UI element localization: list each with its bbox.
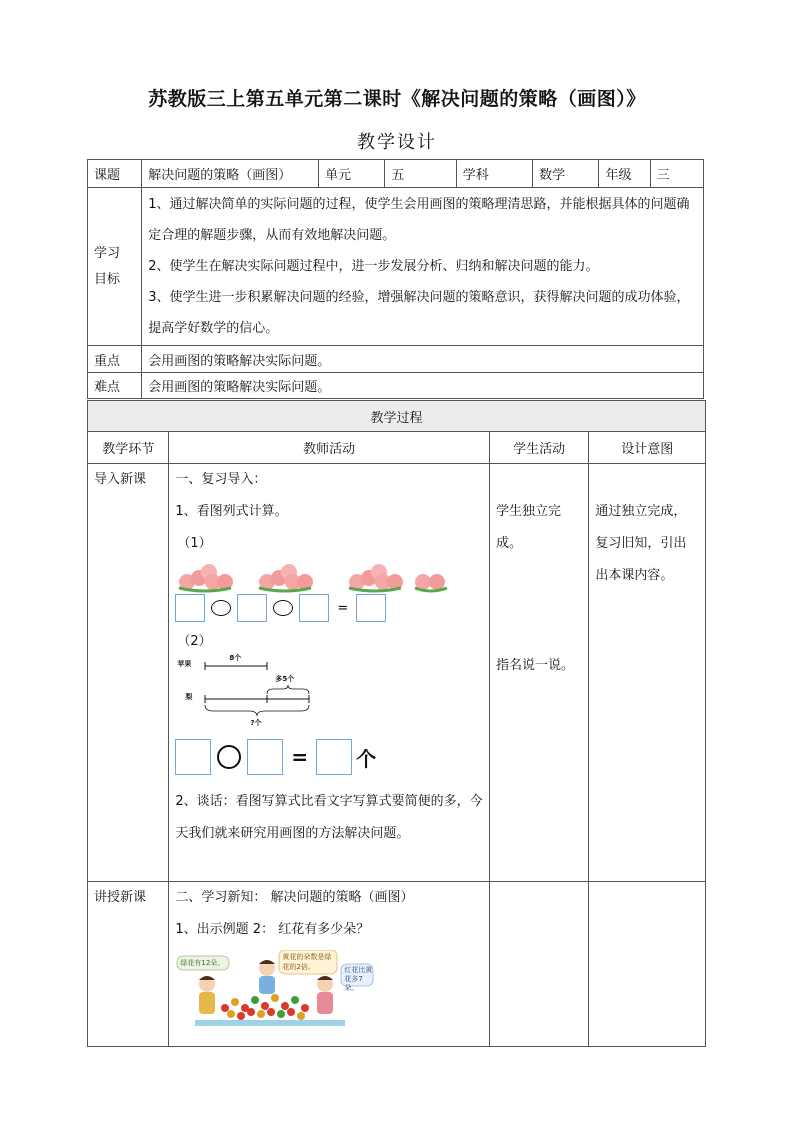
- peaches-image: [175, 560, 475, 594]
- difficulty-label: 难点: [88, 373, 142, 399]
- pear-label: 梨: [185, 693, 193, 701]
- answer-box[interactable]: [316, 739, 352, 775]
- peach-group-3: [349, 564, 403, 591]
- intro-talk: 2、谈话：看图写算式比看文字写算式要简便的多，今天我们就来研究用画图的方法解决问题。: [175, 794, 483, 841]
- column-header: 设计意图: [589, 432, 706, 464]
- answer-box[interactable]: [175, 594, 205, 622]
- segment-diagram: [175, 658, 475, 734]
- design-intent-text: 通过独立完成，复习旧知，引出出本课内容。: [595, 504, 687, 583]
- unit-label: 个: [356, 746, 377, 771]
- unit-value: 五: [385, 160, 456, 188]
- column-header: 教师活动: [169, 432, 490, 464]
- process-table: [87, 400, 706, 1047]
- document-subtitle: 教学设计: [357, 132, 437, 153]
- info-table: [87, 159, 704, 399]
- teach-student-activity: [489, 882, 588, 1047]
- goal-item: 3、使学生进一步积累解决问题的经验，增强解决问题的策略意识，获得解决问题的成功体验，提高学好数学的信心。: [148, 290, 690, 336]
- topic-value: 解决问题的策略（画图）: [142, 160, 319, 188]
- goals-label: 学习目标: [88, 188, 142, 346]
- subject-value: 数学: [533, 160, 599, 188]
- teach-heading: 二、学习新知： 解决问题的策略（画图）: [175, 890, 414, 905]
- column-header: 教学环节: [88, 432, 169, 464]
- goal-item: 1、通过解决简单的实际问题的过程，使学生会用画图的策略理清思路，并能根据具体的问题确定合理的解题步骤，从而有效地解决问题。: [148, 197, 690, 243]
- intro-teacher-activity: [169, 464, 490, 882]
- answer-box[interactable]: [356, 594, 386, 622]
- answer-box[interactable]: [247, 739, 283, 775]
- intro-sub2: （2）: [177, 634, 212, 649]
- apple-count-label: 8个: [229, 654, 242, 662]
- intro-stage: 导入新课: [88, 464, 169, 882]
- peach-illustration: [175, 560, 483, 590]
- peach-group-1: [179, 564, 233, 591]
- answer-box[interactable]: [299, 594, 329, 622]
- speech-bubble-2: 黄花的朵数是绿花的2倍。: [282, 953, 332, 971]
- peach-group-2: [259, 564, 313, 591]
- unit-label: 单元: [319, 160, 385, 188]
- question-label: ?个: [250, 719, 262, 727]
- goals-content: [142, 188, 704, 346]
- document-title: 苏教版三上第五单元第二课时《解决问题的策略（画图）》: [148, 88, 646, 110]
- goal-item: 2、使学生在解决实际问题过程中，进一步发展分析、归纳和解决问题的能力。: [148, 259, 599, 274]
- intro-student-activity: [489, 464, 588, 882]
- answer-box[interactable]: [175, 739, 211, 775]
- equation-2: [175, 734, 483, 780]
- subject-label: 学科: [456, 160, 532, 188]
- operator-circle[interactable]: [217, 745, 241, 769]
- intro-sub1: （1）: [177, 536, 212, 551]
- intro-heading: 一、复习导入：: [175, 472, 267, 487]
- speech-bubble-3: 红花比黄花多7朵。: [344, 966, 373, 992]
- equals-sign: =: [291, 745, 309, 769]
- answer-box[interactable]: [237, 594, 267, 622]
- teach-teacher-activity: [169, 882, 490, 1047]
- speech-bubble-1: 绿花有12朵。: [180, 959, 225, 967]
- flowers-illustration: [175, 950, 483, 1042]
- operator-oval[interactable]: [211, 600, 231, 616]
- topic-label: 课题: [88, 160, 142, 188]
- teach-item1: 1、出示例题 2： 红花有多少朵？: [175, 922, 370, 937]
- column-header: 学生活动: [489, 432, 588, 464]
- difficulty-value: 会用画图的策略解决实际问题。: [142, 373, 704, 399]
- grade-label: 年级: [599, 160, 650, 188]
- student-activity-1: 学生独立完成。: [495, 504, 561, 551]
- intro-design-intent: [589, 464, 706, 882]
- equals-sign: =: [337, 600, 349, 616]
- operator-oval[interactable]: [273, 600, 293, 616]
- teach-design-intent: [589, 882, 706, 1047]
- more-label: 多5个: [275, 675, 295, 683]
- grade-value: 三: [650, 160, 703, 188]
- teach-stage: 讲授新课: [88, 882, 169, 1047]
- line-diagram: [175, 654, 483, 734]
- process-title: 教学过程: [88, 401, 706, 432]
- intro-item1: 1、看图列式计算。: [175, 504, 288, 519]
- apple-label: 苹果: [177, 660, 192, 668]
- equation-1: [175, 590, 483, 626]
- key-value: 会用画图的策略解决实际问题。: [142, 346, 704, 373]
- student-activity-2: 指名说一说。: [495, 658, 574, 673]
- peach-group-4: [415, 574, 447, 591]
- key-label: 重点: [88, 346, 142, 373]
